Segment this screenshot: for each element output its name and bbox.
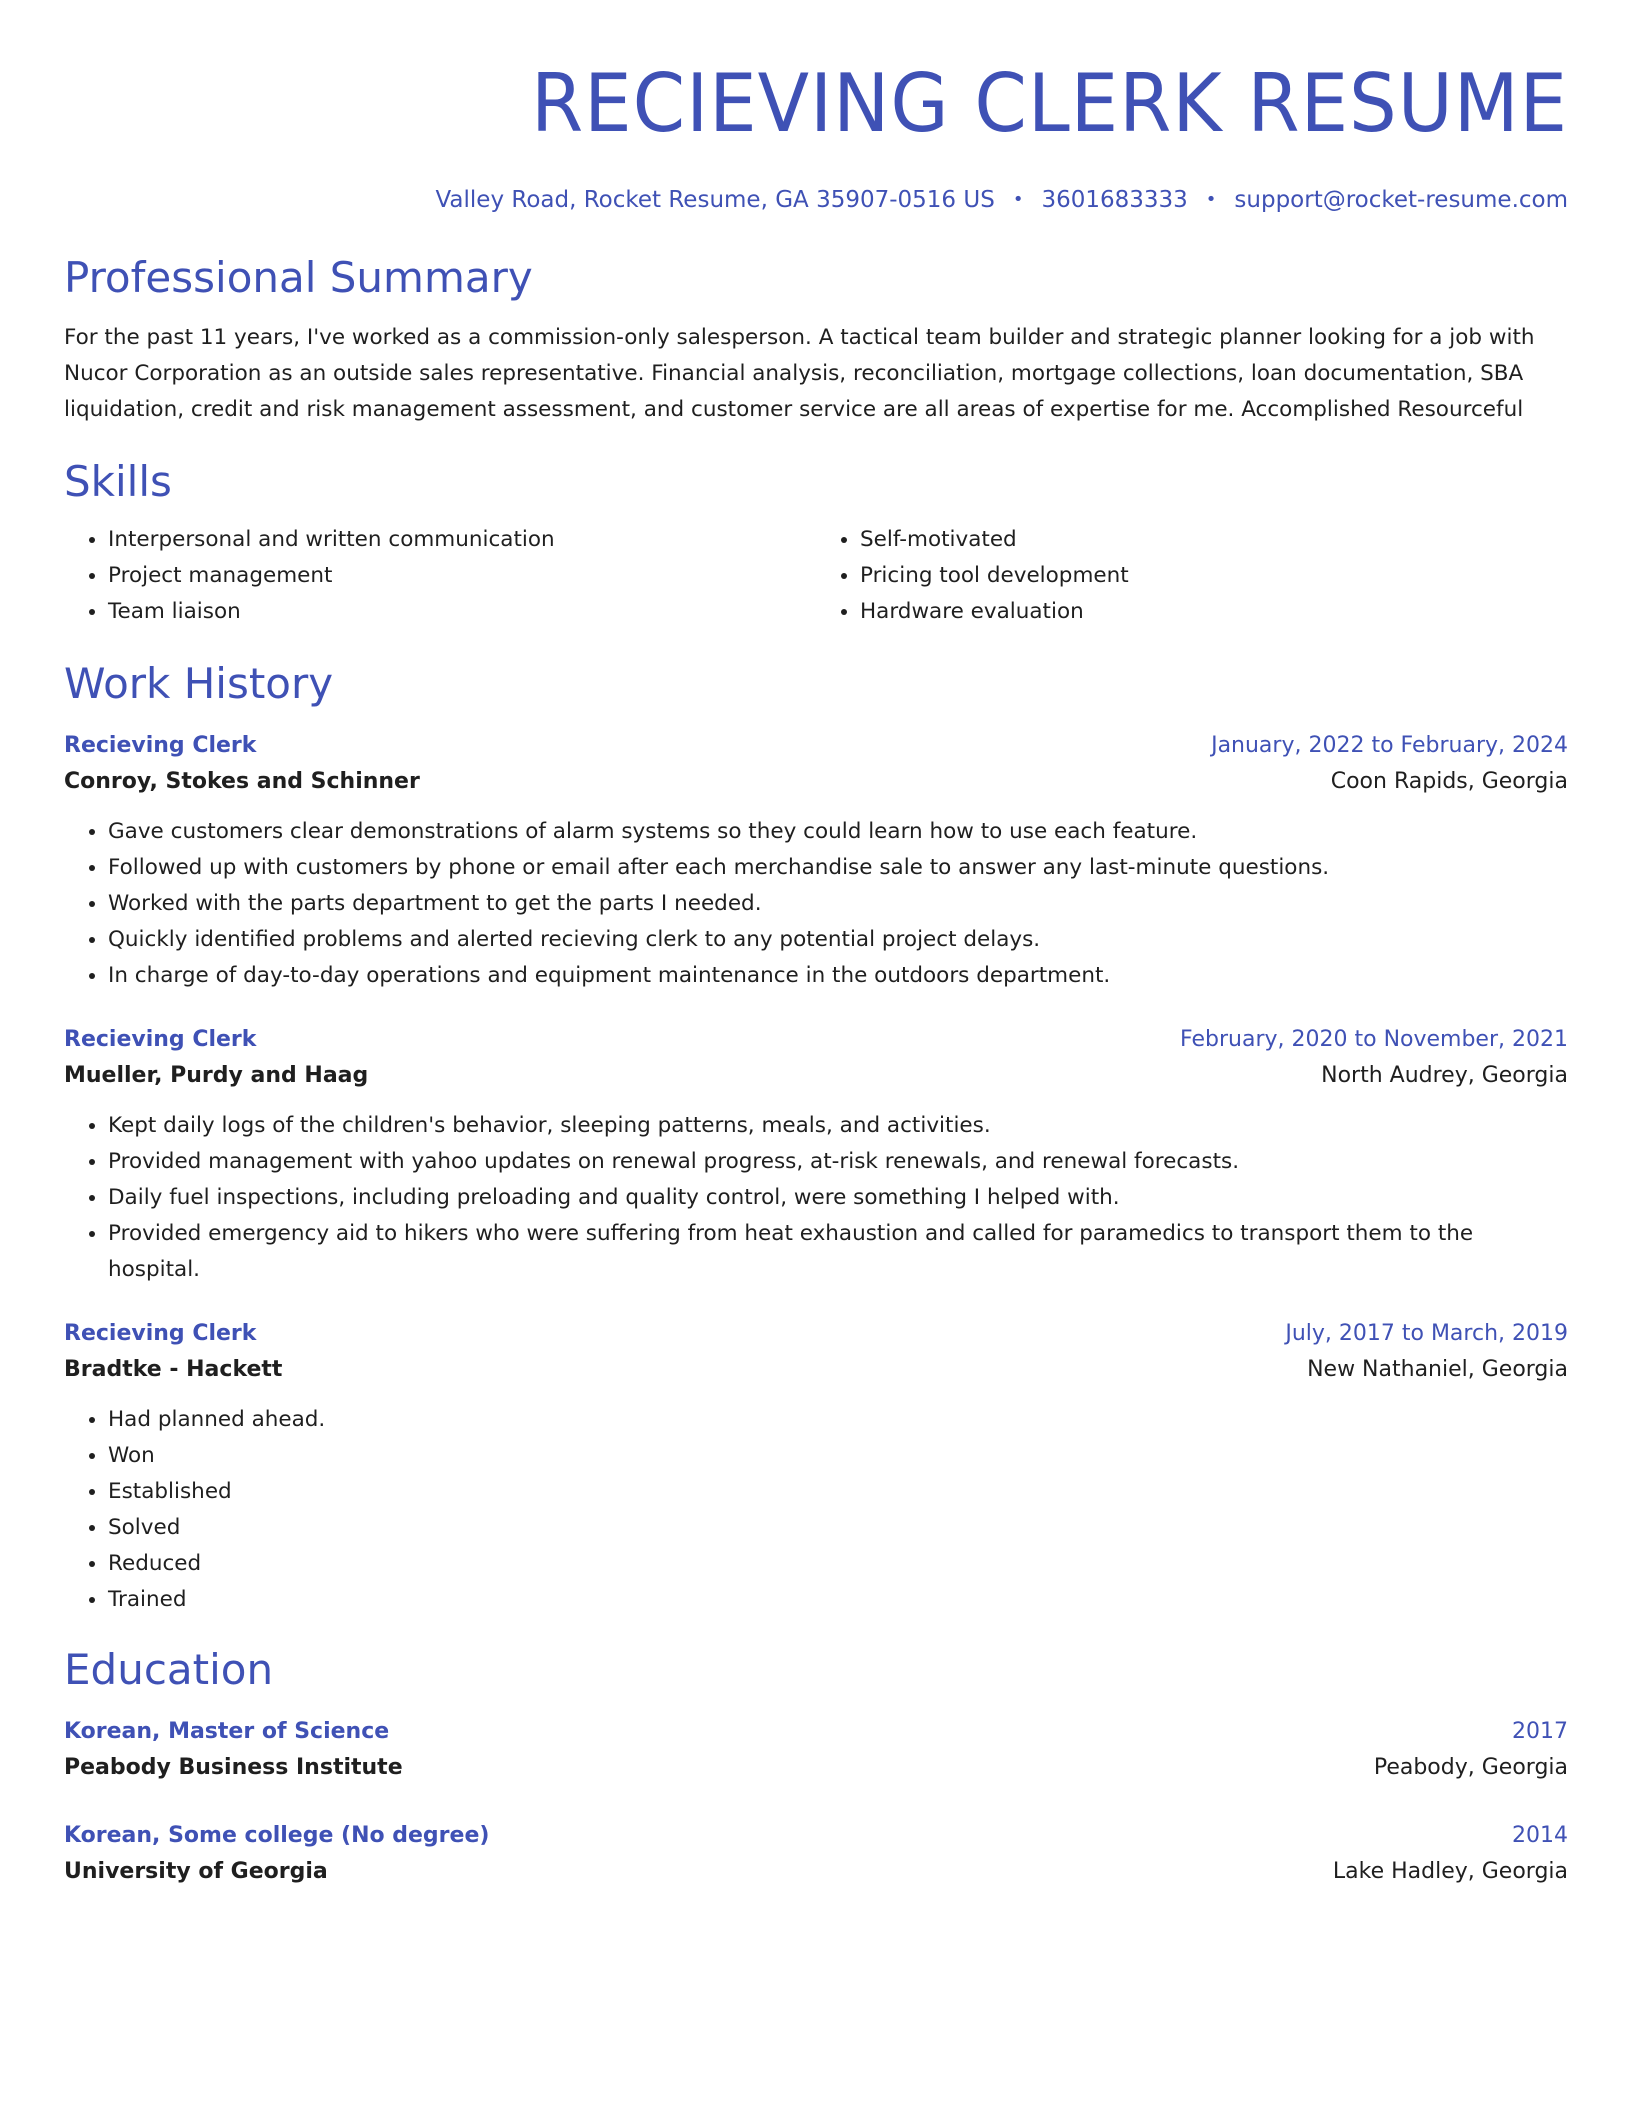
section-title-skills: Skills <box>64 457 172 506</box>
summary-text: For the past 11 years, I've worked as a commission-only salesperson. A tactical team builder and strategic planner looking for a job with Nucor Corporation as an outside sales representative. Financial analysis, reconciliation, mortgage collections, loan documentation, SBA liquidation, credit and risk management assessment, and customer service are all areas of expertise for me. Accomplished Resourceful <box>64 325 1535 422</box>
job-bullet: • Solved <box>108 1510 1568 1546</box>
job-bullet: • Worked with the parts department to get the parts I needed. <box>108 886 1568 922</box>
contact-phone: 3601683333 <box>1041 187 1188 213</box>
section-title-work-history: Work History <box>64 659 334 708</box>
contact-address: Valley Road, Rocket Resume, GA 35907-0516 US <box>435 187 995 213</box>
education-section <box>64 1644 1568 1890</box>
job-company: Bradtke - Hackett <box>64 1357 283 1382</box>
contact-line <box>64 184 1568 216</box>
education-entry <box>64 1818 1568 1890</box>
education-entry <box>64 1714 1568 1786</box>
job-bullet: • Followed up with customers by phone or email after each merchandise sale to answer any last-minute questions. <box>108 850 1568 886</box>
education-school: Peabody Business Institute <box>64 1755 403 1780</box>
resume-header <box>64 0 1568 216</box>
job-dates: July, 2017 to March, 2019 <box>1285 1321 1568 1346</box>
section-title-summary: Professional Summary <box>64 253 533 302</box>
job-entry <box>64 1022 1568 1288</box>
job-company: Mueller, Purdy and Haag <box>64 1063 369 1088</box>
job-location: Coon Rapids, Georgia <box>1330 769 1568 794</box>
job-company-row <box>64 764 1568 800</box>
job-bullet: • Daily fuel inspections, including preloading and quality control, were something I helped with. <box>108 1180 1568 1216</box>
job-bullets <box>64 814 1568 994</box>
education-location: Peabody, Georgia <box>1373 1755 1568 1780</box>
summary-section <box>64 252 1568 428</box>
contact-separator: • <box>1012 189 1024 210</box>
education-year: 2017 <box>1512 1719 1568 1744</box>
job-company: Conroy, Stokes and Schinner <box>64 769 420 794</box>
job-role: Recieving Clerk <box>64 1321 257 1346</box>
section-title-education: Education <box>64 1645 274 1694</box>
resume-name: RECIEVING CLERK RESUME <box>530 57 1568 150</box>
job-bullet: • Had planned ahead. <box>108 1402 1568 1438</box>
job-bullet: • Provided emergency aid to hikers who were suffering from heat exhaustion and called for paramedics to transport them to the hospital. <box>108 1216 1568 1288</box>
job-role: Recieving Clerk <box>64 1027 257 1052</box>
education-school: University of Georgia <box>64 1859 328 1884</box>
job-company-row <box>64 1058 1568 1094</box>
skills-list-right <box>816 522 1568 630</box>
skills-section <box>64 456 1568 630</box>
job-bullet: • Gave customers clear demonstrations of alarm systems so they could learn how to use each feature. <box>108 814 1568 850</box>
contact-separator: • <box>1205 189 1217 210</box>
education-header-row <box>64 1714 1568 1750</box>
skill-item: • Team liaison <box>108 594 816 630</box>
skill-item: • Hardware evaluation <box>860 594 1568 630</box>
job-entry <box>64 1316 1568 1618</box>
job-bullets <box>64 1108 1568 1288</box>
education-school-row <box>64 1750 1568 1786</box>
job-bullet: • Trained <box>108 1582 1568 1618</box>
contact-email: support@rocket-resume.com <box>1234 187 1568 213</box>
job-bullet: • Provided management with yahoo updates on renewal progress, at-risk renewals, and renewal forecasts. <box>108 1144 1568 1180</box>
education-school-row <box>64 1854 1568 1890</box>
skill-item: • Interpersonal and written communication <box>108 522 816 558</box>
job-location: North Audrey, Georgia <box>1321 1063 1568 1088</box>
job-header-row <box>64 1316 1568 1352</box>
education-location: Lake Hadley, Georgia <box>1332 1859 1568 1884</box>
skill-item: • Self-motivated <box>860 522 1568 558</box>
job-bullet: • Kept daily logs of the children's behavior, sleeping patterns, meals, and activities. <box>108 1108 1568 1144</box>
skill-item: • Pricing tool development <box>860 558 1568 594</box>
job-bullet: • In charge of day-to-day operations and equipment maintenance in the outdoors department. <box>108 958 1568 994</box>
job-bullets <box>64 1402 1568 1618</box>
job-role: Recieving Clerk <box>64 733 257 758</box>
education-degree: Korean, Master of Science <box>64 1719 390 1744</box>
job-header-row <box>64 728 1568 764</box>
job-dates: February, 2020 to November, 2021 <box>1180 1027 1568 1052</box>
job-company-row <box>64 1352 1568 1388</box>
job-bullet: • Established <box>108 1474 1568 1510</box>
job-bullet: • Won <box>108 1438 1568 1474</box>
education-degree: Korean, Some college (No degree) <box>64 1823 490 1848</box>
job-bullet: • Reduced <box>108 1546 1568 1582</box>
job-location: New Nathaniel, Georgia <box>1307 1357 1568 1382</box>
job-bullet: • Quickly identified problems and alerted recieving clerk to any potential project delays. <box>108 922 1568 958</box>
education-year: 2014 <box>1512 1823 1568 1848</box>
education-header-row <box>64 1818 1568 1854</box>
skills-list-left <box>64 522 816 630</box>
job-dates: January, 2022 to February, 2024 <box>1211 733 1568 758</box>
job-header-row <box>64 1022 1568 1058</box>
job-entry <box>64 728 1568 994</box>
skills-columns <box>64 522 1568 630</box>
work-history-section <box>64 658 1568 1618</box>
skill-item: • Project management <box>108 558 816 594</box>
